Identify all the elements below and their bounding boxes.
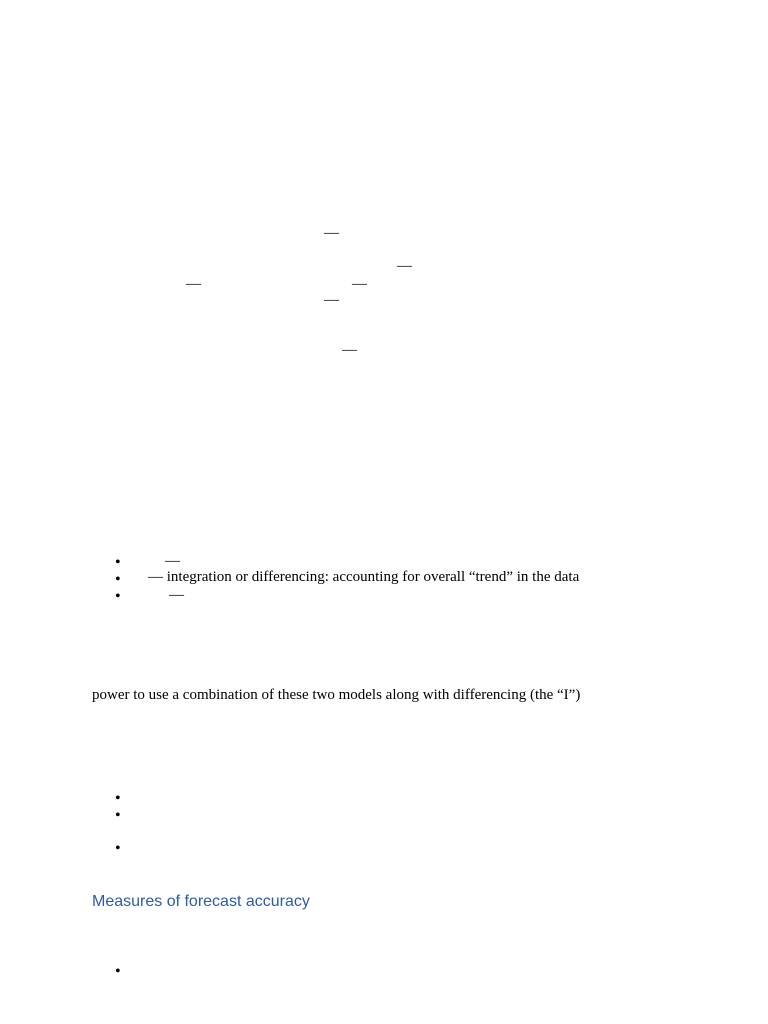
list-bullet: • xyxy=(115,588,121,605)
dash-fragment: — xyxy=(397,258,412,274)
dash-fragment: — xyxy=(352,276,367,292)
list-bullet: • xyxy=(115,807,121,824)
section-heading: Measures of forecast accuracy xyxy=(92,893,310,910)
list-bullet: • xyxy=(115,571,121,588)
dash-fragment: — xyxy=(324,225,339,241)
dash-fragment: — xyxy=(186,276,201,292)
list-bullet: • xyxy=(115,840,121,857)
list-bullet: • xyxy=(115,554,121,571)
list-item: — integration or differencing: accounting for overall “trend” in the data xyxy=(148,569,580,585)
list-item: — xyxy=(169,587,184,603)
list-bullet: • xyxy=(115,963,121,980)
list-item: — xyxy=(165,553,180,569)
dash-fragment: — xyxy=(324,292,339,308)
paragraph-text: power to use a combination of these two models along with differencing (the “I”) xyxy=(92,687,581,703)
dash-fragment: — xyxy=(342,342,357,358)
list-bullet: • xyxy=(115,790,121,807)
